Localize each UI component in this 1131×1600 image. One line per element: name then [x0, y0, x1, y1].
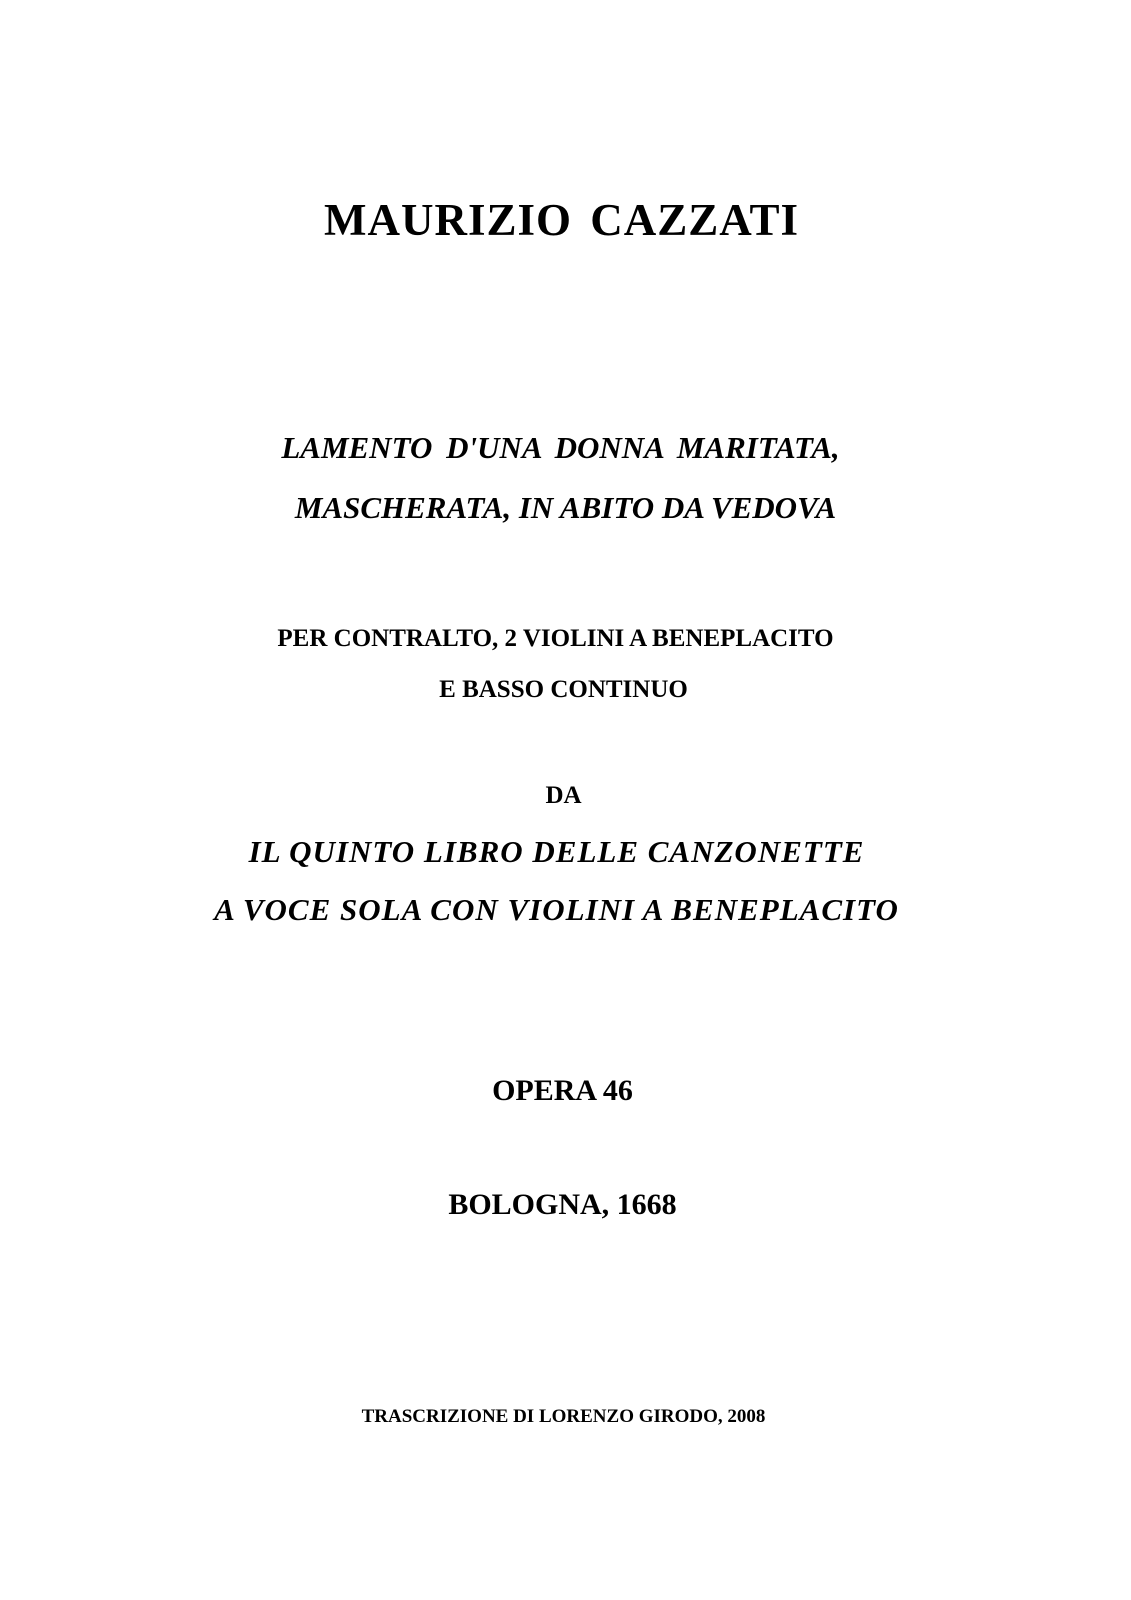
scoring-line-2: E BASSO CONTINUO — [439, 676, 688, 703]
transcription-credit: TRASCRIZIONE DI LORENZO GIRODO, 2008 — [361, 1406, 766, 1427]
from-label: DA — [545, 782, 582, 809]
source-title-line-2: A VOCE SOLA CON VIOLINI A BENEPLACITO — [214, 892, 899, 927]
opus-number: OPERA 46 — [492, 1074, 633, 1107]
scoring-line-1: PER CONTRALTO, 2 VIOLINI A BENEPLACITO — [277, 625, 834, 652]
composer-name: MAURIZIO CAZZATI — [324, 195, 799, 245]
work-title-line-1: LAMENTO D'UNA DONNA MARITATA, — [281, 430, 840, 465]
source-title-line-1: IL QUINTO LIBRO DELLE CANZONETTE — [248, 834, 865, 869]
work-title-line-2: MASCHERATA, IN ABITO DA VEDOVA — [294, 490, 837, 525]
place-and-date: BOLOGNA, 1668 — [448, 1188, 677, 1221]
